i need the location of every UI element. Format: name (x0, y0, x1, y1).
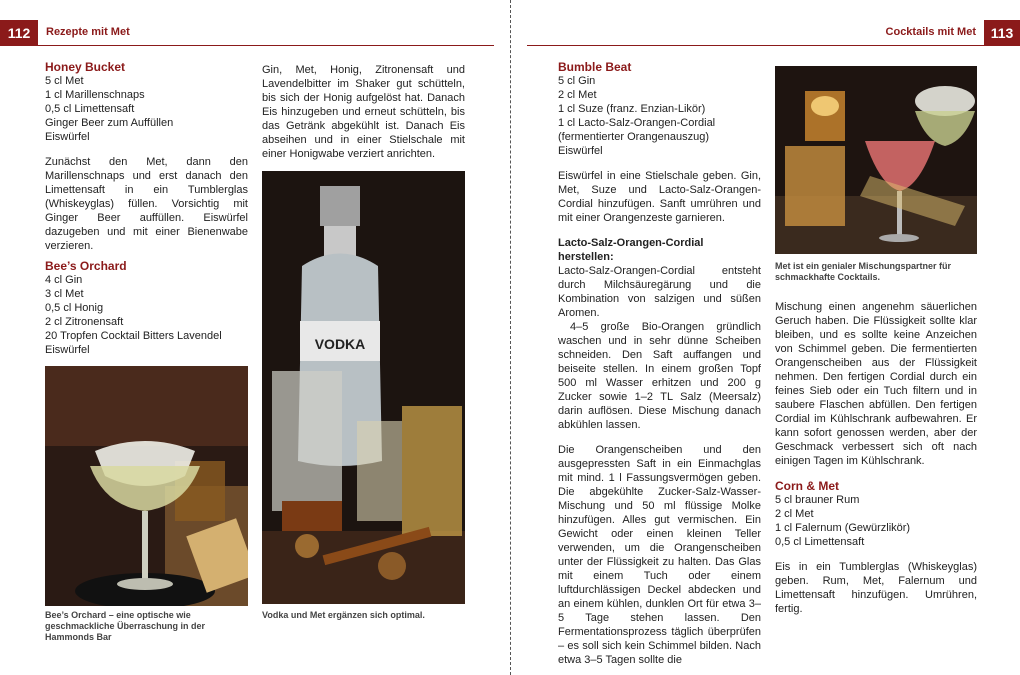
cordial-subtitle: Lacto-Salz-Orangen-Cordial herstellen: (558, 237, 704, 263)
cordial-step: Die Orangenscheiben und den ausgepressten Saft in ein Einmachglas mit mind. 1 l Fassungsvermögen geben. Die abgekühlte Zucker-Salz-Wasser-Mischung und 50 ml flüssige Molke hinzufügen. Alles gut vermischen. Ein Gewicht oder einen kleinen Teller verwenden, um die Orangenscheiben unter der Flüssigkeit zu halten. Das Glas mit einem Tuch oder einem luftdurchlässigen Deckel abdecken und an einem kühlen, dunklen Ort für etwa 3–5 Tage stehen lassen. Den Fermentationsprozess täglich überprüfen – es soll sich kein Schimmel bilden. Nach etwa 3–5 Tagen sollte die (558, 444, 761, 666)
recipe-instructions: Zunächst den Met, dann den Marillenschnaps und erst danach den Limettensaft in ein Tumblerglas (Whiskeyglas) füllen. Vorsichtig mit Ginger Beer auffüllen. Eiswürfel dazugeben und mit einer Bienenwabe verzieren. (45, 156, 248, 252)
recipe-title: Corn & Met (775, 479, 839, 493)
ingredient: Ginger Beer zum Auffüllen (45, 117, 174, 129)
ingredient: Eiswürfel (45, 344, 90, 356)
ingredient: 2 cl Zitronensaft (45, 316, 124, 328)
ingredient: 5 cl brauner Rum (775, 494, 860, 506)
recipe-instructions: Eiswürfel in eine Stielschale geben. Gin, Met, Suze und Lacto-Salz-Orangen-Cordial hinzufügen. Sanft umrühren und mit einer Orangenzeste garnieren. (558, 170, 761, 224)
ingredient: 1 cl Suze (franz. Enzian-Likör) (558, 103, 706, 115)
ingredient: 20 Tropfen Cocktail Bitters Lavendel (45, 330, 222, 342)
vodka-photo (262, 171, 465, 604)
cocktails-photo (775, 66, 977, 254)
cordial-step-continued: Mischung einen angenehm säuerlichen Geruch haben. Die Flüssigkeit sollte klar bleiben, und es sollte keine Anzeichen von Schimmel geben. Die fermentierten Orangenscheiben aus der Flüssigkeit nehmen. Den fertigen Cordial durch ein feines Sieb oder ein Tuch filtern und in saubere Flaschen abfüllen. Den fertigen Cordial im Kühlschrank aufbewahren. Er kann sofort genossen werden, aber der Geschmack verbessert sich oft nach einigen Tagen im Kühlschrank. (775, 301, 977, 467)
recipe-instructions: Eis in ein Tumblerglas (Whiskeyglas) geben. Rum, Met, Falernum und Limettensaft hinzufügen. Umrühren, fertig. (775, 561, 977, 615)
ingredient: 5 cl Met (45, 75, 84, 87)
cordial-step: 4–5 große Bio-Orangen gründlich waschen und in sehr dünne Scheiben schneiden. Den Saft auffangen und beiseite stellen. In einem großen Topf 500 ml Wasser erhitzen und 200 g Zucker sowie 1–2 TL Salz (Meersalz) darin auflösen. Diese Mischung danach abkühlen lassen. (558, 321, 761, 431)
recipe-instructions: Gin, Met, Honig, Zitronensaft und Lavendelbitter im Shaker gut schütteln, bis sich der Honig aufgelöst hat. Danach Eis hinzugeben und erneut schütteln, bis das Getränk abgekühlt ist. Danach Eis abseihen und in einer Stielschale mit einer Honigwabe verziert anrichten. (262, 64, 465, 160)
photo-caption: Bee’s Orchard – eine optische wie geschmackliche Überraschung in der Hammonds Bar (45, 610, 206, 642)
recipe-title: Honey Bucket (45, 60, 126, 74)
cocktail-photo (45, 366, 248, 606)
recipe-title: Bee’s Orchard (45, 259, 127, 273)
ingredient: 0,5 cl Limettensaft (45, 103, 135, 115)
ingredient: 4 cl Gin (45, 274, 83, 286)
ingredient: 2 cl Met (558, 89, 597, 101)
ingredient: Eiswürfel (558, 145, 603, 157)
vodka-label: VODKA (314, 336, 366, 352)
header-rule (0, 45, 494, 46)
left-column-2 (262, 63, 465, 161)
right-page (511, 0, 1020, 675)
left-column-1 (45, 60, 248, 357)
page-number: 112 (0, 20, 38, 46)
ingredient: 1 cl Lacto-Salz-Orangen-Cordial (fermentierter Orangenauszug) (558, 117, 716, 143)
ingredient: 0,5 cl Honig (45, 302, 104, 314)
running-title: Cocktails mit Met (885, 26, 976, 38)
cordial-intro: Lacto-Salz-Orangen-Cordial entsteht durch Milchsäuregärung und die Kombination von salzigen und süßen Aromen. (558, 265, 761, 319)
photo-caption: Met ist ein genialer Mischungspartner für schmackhafte Cocktails. (775, 261, 952, 282)
right-column-2 (775, 300, 977, 616)
ingredient: 1 cl Marillenschnaps (45, 89, 145, 101)
recipe-title: Bumble Beat (558, 60, 632, 74)
ingredient: 0,5 cl Limettensaft (775, 536, 865, 548)
ingredient: 2 cl Met (775, 508, 814, 520)
running-title: Rezepte mit Met (46, 26, 130, 38)
ingredient: Eiswürfel (45, 131, 90, 143)
ingredient: 3 cl Met (45, 288, 84, 300)
page-number: 113 (984, 20, 1020, 46)
right-column-1 (558, 60, 761, 667)
ingredient: 5 cl Gin (558, 75, 596, 87)
ingredient: 1 cl Falernum (Gewürzlikör) (775, 522, 911, 534)
photo-caption: Vodka und Met ergänzen sich optimal. (262, 610, 425, 620)
header-rule (527, 45, 1020, 46)
